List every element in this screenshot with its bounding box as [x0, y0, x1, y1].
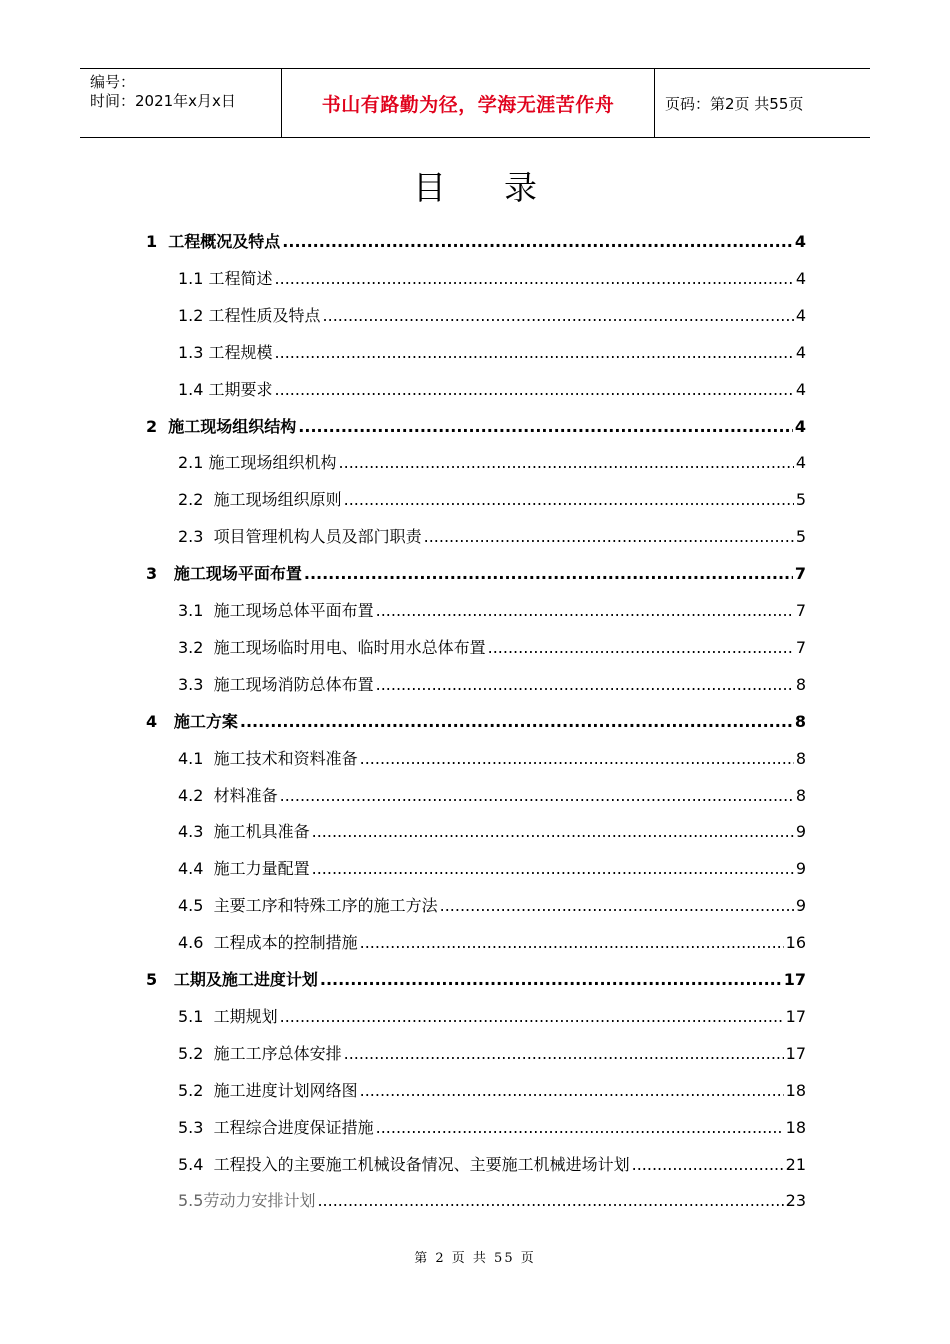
toc-entry-label: 5.1 工期规划: [178, 1006, 278, 1026]
toc-leader-dots: [360, 1081, 784, 1100]
toc-leader-dots: [280, 1007, 784, 1026]
toc-entry[interactable]: [178, 1152, 806, 1178]
toc-leader-dots: [376, 1118, 784, 1137]
toc-leader-dots: [275, 380, 794, 399]
header-meta: [80, 69, 282, 137]
toc-entry-label: 4.5 主要工序和特殊工序的施工方法: [178, 896, 438, 916]
toc-entry-label: 3.2 施工现场临时用电、临时用水总体布置: [178, 637, 486, 657]
toc-entry-page: 4: [795, 379, 806, 399]
toc-leader-dots: [312, 859, 794, 878]
toc-entry-page: 8: [795, 785, 806, 805]
number-label: 编号：: [90, 73, 136, 91]
toc-entry[interactable]: [178, 598, 806, 624]
toc-leader-dots: [304, 564, 793, 583]
toc-entry-label: 1.1 工程简述: [178, 268, 273, 288]
toc-entry-label: 3.1 施工现场总体平面布置: [178, 601, 374, 620]
toc-entry-page: 21: [785, 1154, 806, 1174]
toc-leader-dots: [317, 1191, 783, 1210]
toc-entry-page: 7: [794, 564, 806, 584]
toc-entry[interactable]: [146, 561, 806, 587]
toc-entry-label: 1.4 工期要求: [178, 379, 273, 399]
toc-leader-dots: [320, 970, 782, 989]
toc-entry[interactable]: [178, 1115, 806, 1141]
toc-entry-page: 4: [795, 453, 806, 473]
header-page-info-cell: [655, 69, 870, 137]
toc-leader-dots: [312, 822, 794, 841]
toc-entry[interactable]: [178, 487, 806, 513]
toc-entry-page: 8: [795, 748, 806, 768]
header-page-info: 页码：第2页 共55页: [665, 94, 804, 113]
toc-entry-label: 4.3 施工机具准备: [178, 822, 310, 842]
toc-entry-page: 4: [795, 342, 806, 362]
toc-entry-label: 4.4 施工力量配置: [178, 859, 310, 879]
toc-entry[interactable]: [146, 229, 806, 255]
toc-entry-page: 17: [785, 1006, 806, 1026]
toc-entry[interactable]: [178, 524, 806, 550]
toc-entry[interactable]: [178, 1078, 806, 1104]
toc-entry[interactable]: [178, 1004, 806, 1030]
toc-leader-dots: [440, 896, 794, 915]
toc-entry[interactable]: [178, 783, 806, 809]
toc-entry[interactable]: [146, 709, 806, 735]
toc-entry-label: 2.1 施工现场组织机构: [178, 453, 337, 473]
toc-entry-label: 5.2 施工工序总体安排: [178, 1043, 342, 1063]
toc-entry-label: 2.2 施工现场组织原则: [178, 490, 342, 510]
toc-entry-page: 17: [785, 1043, 806, 1063]
toc-entry-page: 5: [795, 490, 806, 510]
date-label: 时间：2021年x月x日: [90, 92, 236, 110]
toc-entry-label: 5.5劳动力安排计划: [178, 1191, 316, 1211]
toc-leader-dots: [275, 269, 794, 288]
toc-leader-dots: [632, 1155, 784, 1174]
toc-leader-dots: [280, 786, 794, 805]
toc-entry[interactable]: [178, 635, 806, 661]
toc-entry-label: 1.2 工程性质及特点: [178, 305, 321, 325]
toc-leader-dots: [376, 675, 794, 694]
toc-entry-page: 9: [795, 822, 806, 842]
toc-entry-page: 4: [795, 268, 806, 288]
toc-entry[interactable]: [178, 340, 806, 366]
toc-entry-page: 9: [795, 859, 806, 879]
toc-entry[interactable]: [178, 450, 806, 476]
toc-entry-page: 4: [794, 416, 806, 436]
toc-entry-page: 5: [795, 527, 806, 547]
toc-entry[interactable]: [146, 414, 806, 440]
toc-entry-page: 17: [783, 970, 806, 989]
toc-entry[interactable]: [178, 893, 806, 919]
toc-entry-label: 4.1 施工技术和资料准备: [178, 748, 358, 768]
toc-entry[interactable]: [178, 377, 806, 403]
toc-entry[interactable]: [178, 930, 806, 956]
toc-leader-dots: [360, 933, 784, 952]
toc-entry-page: 18: [785, 1080, 806, 1100]
toc-entry-page: 18: [785, 1117, 806, 1137]
toc-entry-label: 5.4 工程投入的主要施工机械设备情况、主要施工机械进场计划: [178, 1154, 630, 1174]
toc-leader-dots: [339, 453, 794, 472]
toc-entry-label: 4.2 材料准备: [178, 785, 278, 805]
toc-entry-label: 5.3 工程综合进度保证措施: [178, 1117, 374, 1137]
toc-entry[interactable]: [178, 1041, 806, 1067]
toc-entry-page: 8: [795, 674, 806, 694]
toc-entry[interactable]: [178, 672, 806, 698]
toc-leader-dots: [282, 232, 793, 251]
toc-entry-label: 3.3 施工现场消防总体布置: [178, 674, 374, 694]
toc-entry[interactable]: [178, 303, 806, 329]
toc-leader-dots: [344, 490, 794, 509]
toc-entry-label: 2 施工现场组织结构: [146, 416, 297, 436]
toc-entry[interactable]: [178, 1188, 806, 1214]
toc-leader-dots: [323, 306, 794, 325]
toc-entry-label: 5 工期及施工进度计划: [146, 970, 318, 989]
toc-entry-page: 9: [795, 896, 806, 916]
toc-entry[interactable]: [178, 819, 806, 845]
toc-entry-page: 7: [795, 637, 806, 657]
toc-entry-label: 2.3 项目管理机构人员及部门职责: [178, 527, 422, 547]
toc-entry[interactable]: [178, 266, 806, 292]
toc-leader-dots: [344, 1044, 784, 1063]
toc-entry[interactable]: [178, 746, 806, 772]
toc-entry-label: 4.6 工程成本的控制措施: [178, 933, 358, 953]
toc-entry-label: 4 施工方案: [146, 711, 238, 731]
header-motto: 书山有路勤为径，学海无涯苦作舟: [321, 93, 615, 116]
toc-entry-label: 5.2 施工进度计划网络图: [178, 1080, 358, 1100]
toc-leader-dots: [298, 417, 793, 436]
toc-entry-page: 8: [794, 711, 806, 731]
toc-entry-label: 1 工程概况及特点: [146, 232, 281, 251]
toc-leader-dots: [275, 343, 794, 362]
toc-leader-dots: [240, 712, 793, 731]
toc-leader-dots: [488, 638, 794, 657]
toc-entry-page: 16: [785, 933, 806, 953]
toc-entry-page: 7: [795, 601, 806, 620]
toc-title: 目录: [413, 168, 595, 207]
page-header: [80, 68, 870, 138]
page-footer: 第 2 页 共 55 页: [414, 1251, 536, 1266]
toc-leader-dots: [376, 601, 794, 620]
header-motto-cell: [282, 69, 655, 137]
toc-leader-dots: [360, 749, 794, 768]
toc-leader-dots: [424, 527, 794, 546]
toc-entry-page: 4: [795, 305, 806, 325]
toc-entry-label: 1.3 工程规模: [178, 342, 273, 362]
toc-entry[interactable]: [178, 856, 806, 882]
toc-entry-label: 3 施工现场平面布置: [146, 564, 302, 584]
toc-entry-page: 23: [785, 1191, 806, 1211]
toc-entry[interactable]: [146, 967, 806, 993]
toc-entry-page: 4: [794, 232, 806, 251]
